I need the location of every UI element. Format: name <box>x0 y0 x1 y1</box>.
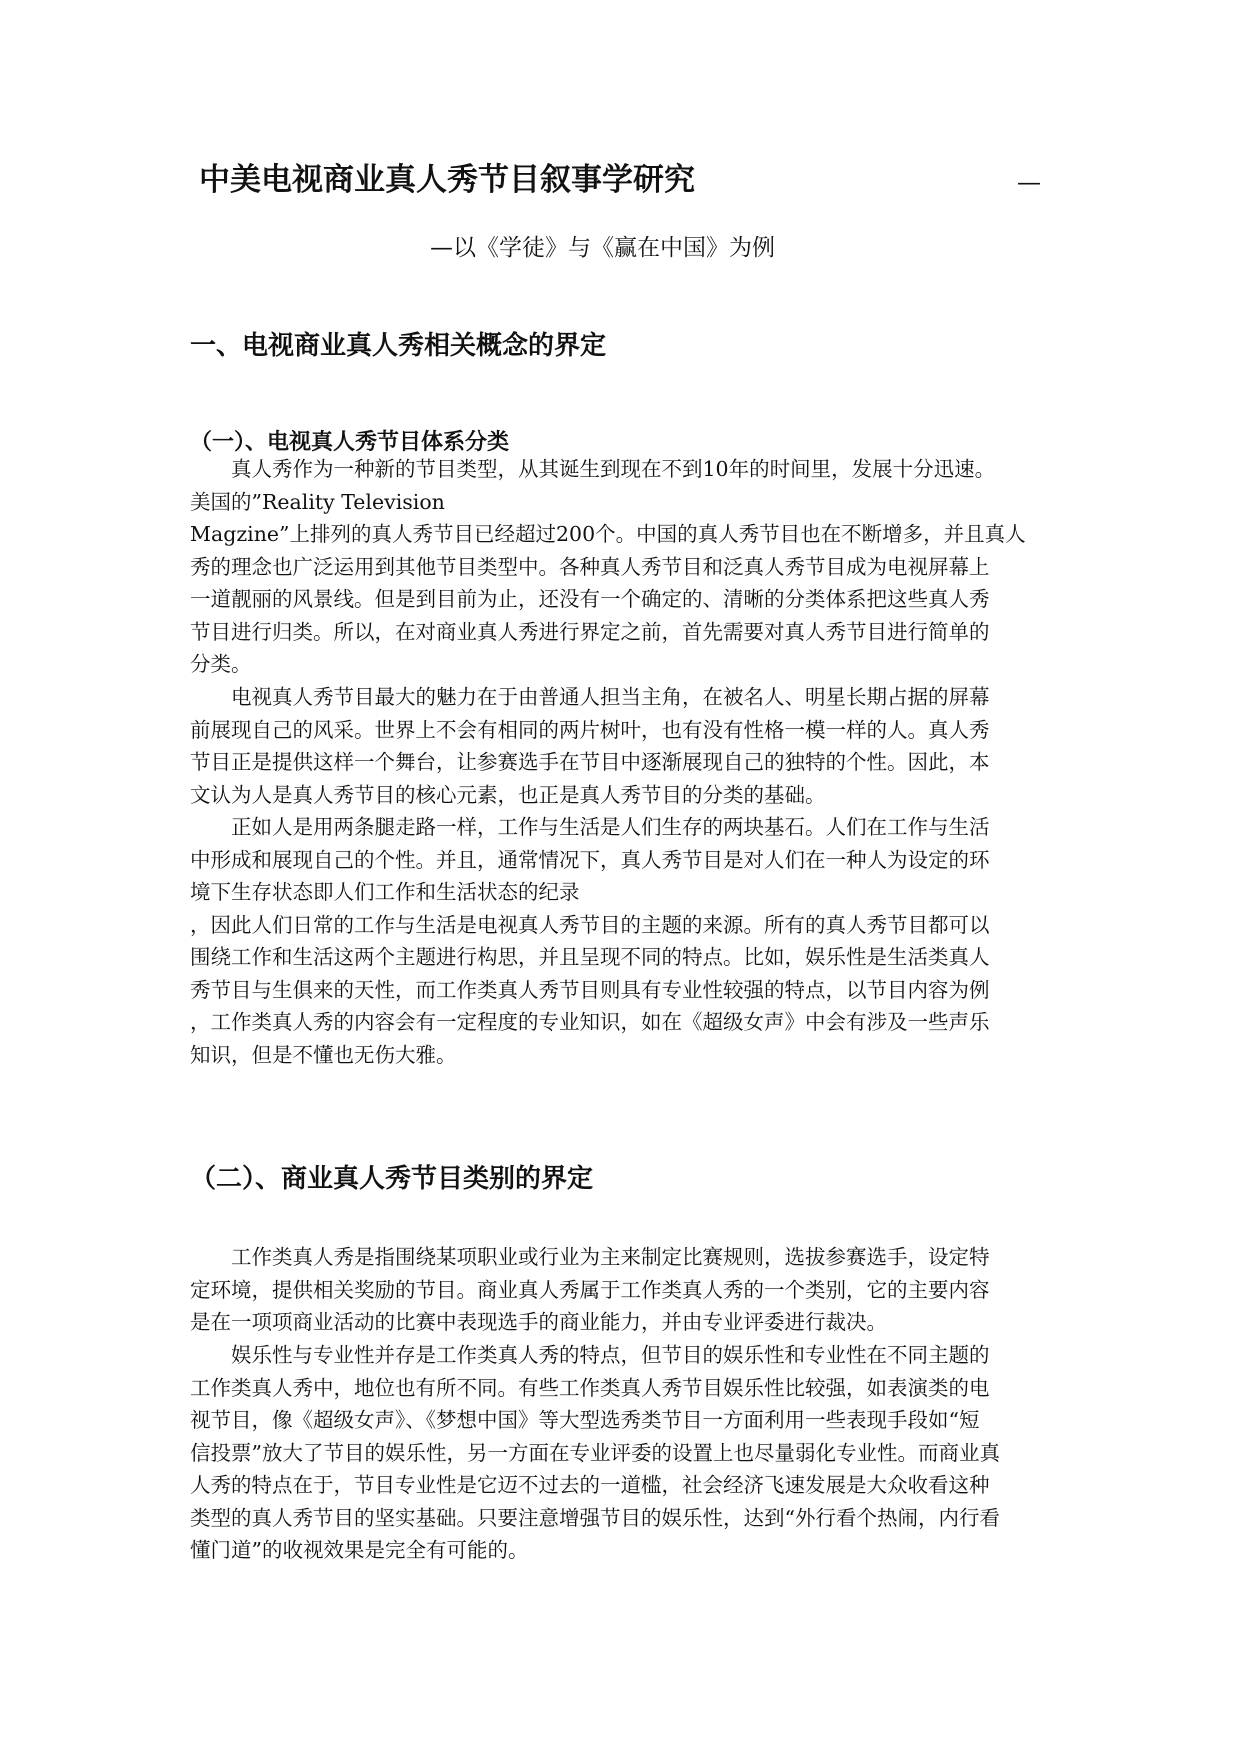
paragraph-line: 懂门道”的收视效果是完全有可能的。 <box>190 1538 529 1562</box>
paragraph-line: 信投票”放大了节目的娱乐性，另一方面在专业评委的设置上也尽量弱化专业性。而商业真 <box>190 1440 1000 1465</box>
paragraph-line: 围绕工作和生活这两个主题进行构思，并且呈现不同的特点。比如，娱乐性是生活类真人 <box>190 945 990 969</box>
paragraph-line: 美国的”Reality Television <box>190 489 445 514</box>
paragraph-line: ，工作类真人秀的内容会有一定程度的专业知识，如在《超级女声》中会有涉及一些声乐 <box>190 1010 990 1034</box>
paragraph-line: 类型的真人秀节目的坚实基础。只要注意增强节目的娱乐性，达到“外行看个热闹，内行看 <box>190 1505 1000 1530</box>
subsection-heading-2: （二）、商业真人秀节目类别的界定 <box>190 1164 594 1194</box>
paragraph-4 <box>190 1241 1052 1339</box>
paragraph-line: 是在一项项商业活动的比赛中表现选手的商业能力，并由专业评委进行裁决。 <box>190 1310 887 1334</box>
paragraph-line: 工作类真人秀中，地位也有所不同。有些工作类真人秀节目娱乐性比较强，如表演类的电 <box>190 1375 990 1400</box>
paragraph-line: 正如人是用两条腿走路一样，工作与生活是人们生存的两块基石。人们在工作与生活 <box>231 815 990 839</box>
paragraph-line: 娱乐性与专业性并存是工作类真人秀的特点，但节目的娱乐性和专业性在不同主题的 <box>231 1343 990 1367</box>
section-heading-1: 一、电视商业真人秀相关概念的界定 <box>190 331 607 361</box>
paragraph-line: ，因此人们日常的工作与生活是电视真人秀节目的主题的来源。所有的真人秀节目都可以 <box>190 912 990 937</box>
paragraph-line: 境下生存状态即人们工作和生活状态的纪录 <box>190 880 580 904</box>
paragraph-5 <box>190 1339 1052 1567</box>
paragraph-line: 秀节目与生俱来的天性，而工作类真人秀节目则具有专业性较强的特点，以节目内容为例 <box>190 977 990 1002</box>
paragraph-3 <box>190 811 1052 1071</box>
paragraph-1 <box>190 453 1052 681</box>
paragraph-line: 中形成和展现自己的个性。并且，通常情况下，真人秀节目是对人们在一种人为设定的环 <box>190 847 990 872</box>
paragraph-line: 知识，但是不懂也无伤大雅。 <box>190 1042 457 1067</box>
paragraph-line: 节目正是提供这样一个舞台，让参赛选手在节目中逐渐展现自己的独特的个性。因此，本 <box>190 750 990 774</box>
document-subtitle: —以《学徒》与《赢在中国》为例 <box>430 235 775 261</box>
paragraph-line: 电视真人秀节目最大的魅力在于由普通人担当主角，在被名人、明星长期占据的屏幕 <box>231 685 990 709</box>
paragraph-line: 前展现自己的风采。世界上不会有相同的两片树叶，也有没有性格一模一样的人。真人秀 <box>190 717 990 742</box>
subsection-heading-1: （一）、电视真人秀节目体系分类 <box>190 430 510 455</box>
paragraph-line: 一道靓丽的风景线。但是到目前为止，还没有一个确定的、清晰的分类体系把这些真人秀 <box>190 587 990 611</box>
paragraph-line: 分类。 <box>190 652 252 676</box>
paragraph-line: 文认为人是真人秀节目的核心元素，也正是真人秀节目的分类的基础。 <box>190 782 826 807</box>
paragraph-line: 工作类真人秀是指围绕某项职业或行业为主来制定比赛规则，选拔参赛选手，设定特 <box>231 1245 990 1269</box>
paragraph-line: 视节目，像《超级女声》、《梦想中国》等大型选秀类节目一方面利用一些表现手段如“短 <box>190 1408 980 1432</box>
paragraph-line: 节目进行归类。所以，在对商业真人秀进行界定之前，首先需要对真人秀节目进行简单的 <box>190 619 990 644</box>
title-dash: — <box>1017 168 1041 196</box>
paragraph-line: Magzine”上排列的真人秀节目已经超过200个。中国的真人秀节目也在不断增多，并且真人 <box>190 522 1026 546</box>
paragraph-line: 真人秀作为一种新的节目类型，从其诞生到现在不到10年的时间里，发展十分迅速。 <box>231 457 996 481</box>
document-title: 中美电视商业真人秀节目叙事学研究 <box>199 162 695 198</box>
paragraph-line: 秀的理念也广泛运用到其他节目类型中。各种真人秀节目和泛真人秀节目成为电视屏幕上 <box>190 554 990 579</box>
paragraph-line: 人秀的特点在于，节目专业性是它迈不过去的一道槛，社会经济飞速发展是大众收看这种 <box>190 1473 990 1497</box>
paragraph-line: 定环境，提供相关奖励的节目。商业真人秀属于工作类真人秀的一个类别，它的主要内容 <box>190 1277 990 1302</box>
paragraph-2 <box>190 681 1052 811</box>
